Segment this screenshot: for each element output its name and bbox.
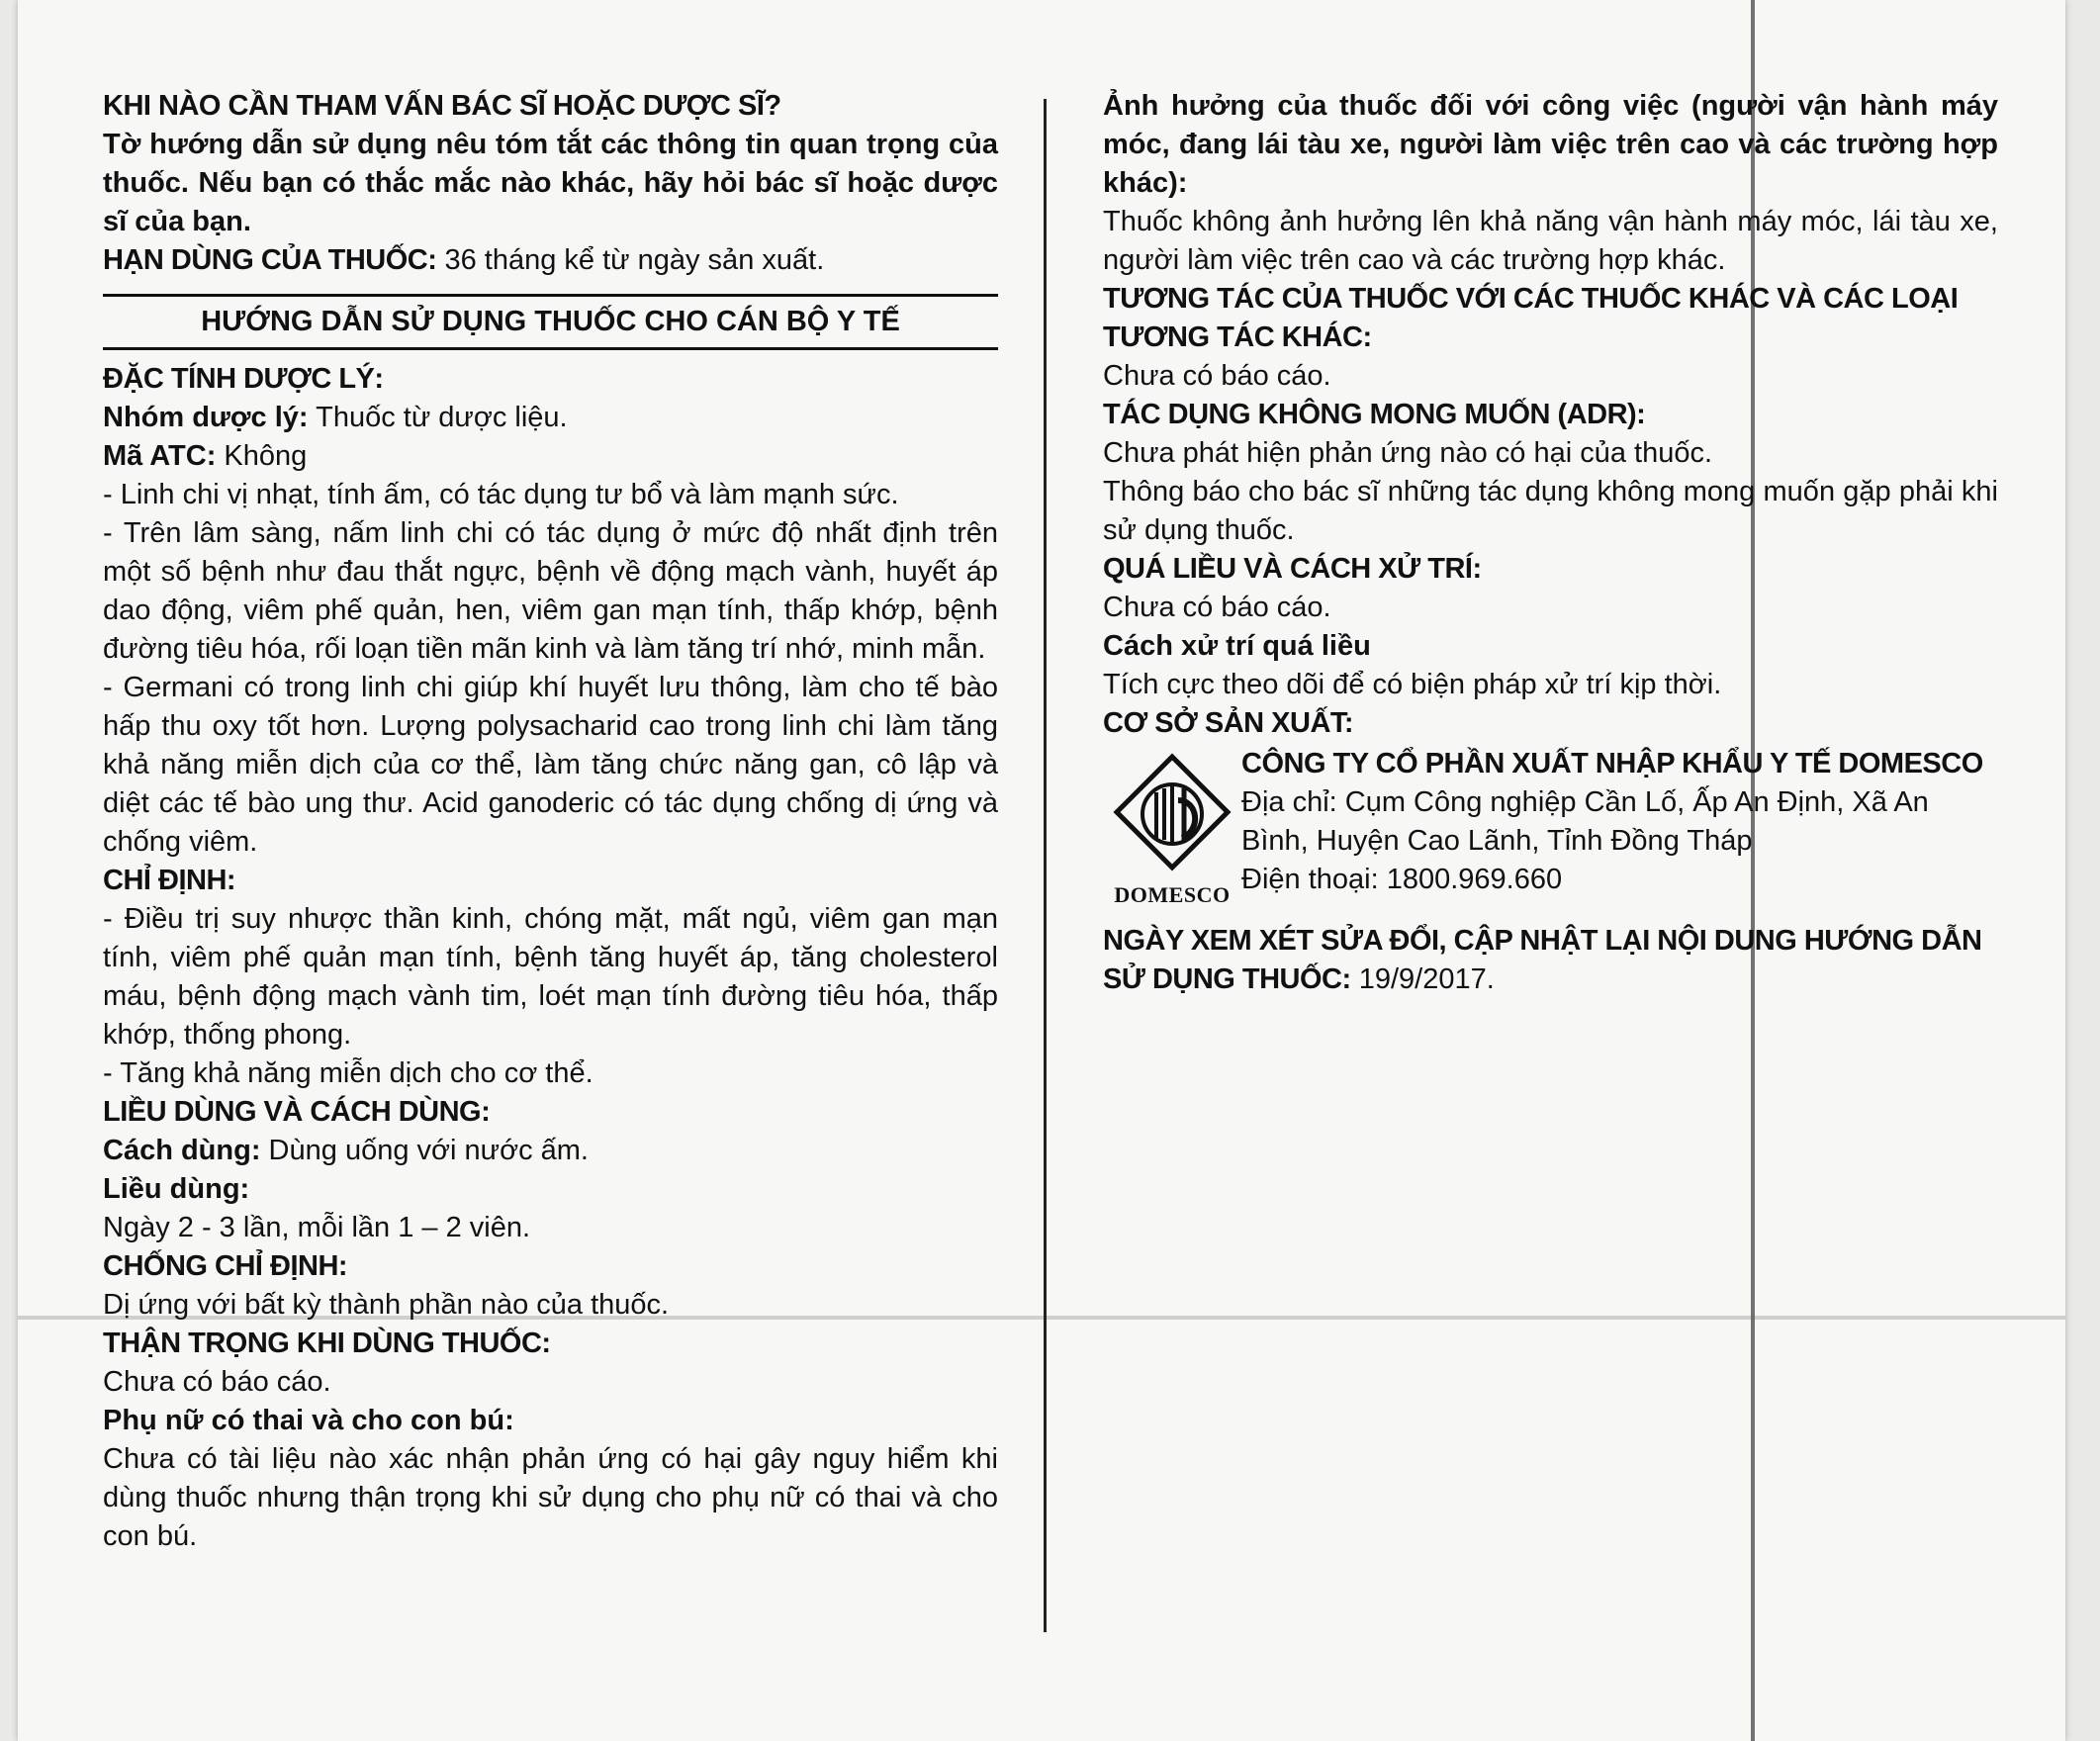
shelf-life [103,241,998,280]
work-effect-text: Thuốc không ảnh hưởng lên khả năng vận hành máy móc, lái tàu xe, người làm việc trên cao và các trường hợp khác. [1103,206,1998,276]
domesco-emblem-icon [1113,753,1232,871]
usage-value: Dùng uống với nước ấm. [260,1135,589,1166]
pharm-group [103,399,998,437]
domesco-logo [1103,745,1241,914]
right-column [1103,87,1998,999]
revision-date [1103,922,1998,999]
consult-heading: KHI NÀO CẦN THAM VẤN BÁC SĨ HOẶC DƯỢC SĨ? [103,90,781,122]
revision-value: 19/9/2017. [1350,963,1495,995]
overdose-handling-text: Tích cực theo dõi để có biện pháp xử trí kịp thời. [1103,669,1722,700]
shelf-life-value: 36 tháng kể từ ngày sản xuất. [436,244,825,276]
pharm-item-3: - Germani có trong linh chi giúp khí huyết lưu thông, làm cho tế bào hấp thu oxy tốt hơn. Lượng polysacharid cao trong linh chi làm tăng khả năng miễn dịch của cơ thể, làm tăng chức năng gan, cô lập và diệt các tế bào ung thư. Acid ganoderic có tác dụng chống dị ứng và chống viêm. [103,672,998,858]
caution-heading: THẬN TRỌNG KHI DÙNG THUỐC: [103,1328,551,1359]
usage-label: Cách dùng: [103,1135,261,1166]
usage-line [103,1132,998,1170]
pharm-group-label: Nhóm dược lý: [103,402,309,433]
company-info [1241,745,1998,899]
consult-text: Tờ hướng dẫn sử dụng nêu tóm tắt các thông tin quan trọng của thuốc. Nếu bạn có thắc mắc nào khác, hãy hỏi bác sĩ hoặc dược sĩ của bạn. [103,129,998,237]
dose-label: Liều dùng: [103,1173,250,1205]
atc-label: Mã ATC: [103,440,217,472]
contraindication-text: Dị ứng với bất kỳ thành phần nào của thuốc. [103,1289,670,1321]
overdose-heading: QUÁ LIỀU VÀ CÁCH XỬ TRÍ: [1103,553,1482,585]
pharm-group-value: Thuốc từ dược liệu. [308,402,568,433]
manufacturer-heading: CƠ SỞ SẢN XUẤT: [1103,707,1354,739]
adr-text-2: Thông báo cho bác sĩ những tác dụng không mong muốn gặp phải khi sử dụng thuốc. [1103,476,1998,546]
pregnancy-text: Chưa có tài liệu nào xác nhận phản ứng có hại gây nguy hiểm khi dùng thuốc nhưng thận trọng khi sử dụng cho phụ nữ có thai và cho con bú. [103,1443,998,1552]
atc-value: Không [216,440,308,472]
manufacturer-block [1103,745,1998,914]
left-column [103,87,998,1556]
adr-text-1: Chưa phát hiện phản ứng nào có hại của thuốc. [1103,437,1713,469]
dosage-heading: LIỀU DÙNG VÀ CÁCH DÙNG: [103,1096,491,1128]
company-address: Địa chỉ: Cụm Công nghiệp Cần Lố, Ấp An Định, Xã An Bình, Huyện Cao Lãnh, Tỉnh Đồng Tháp [1241,786,1929,857]
pregnancy-heading: Phụ nữ có thai và cho con bú: [103,1405,514,1436]
section-band-title: HƯỚNG DẪN SỬ DỤNG THUỐC CHO CÁN BỘ Y TẾ [103,294,998,350]
indication-item-1: - Điều trị suy nhược thần kinh, chóng mặt, mất ngủ, viêm gan mạn tính, viêm phế quản mạn tính, bệnh tăng huyết áp, tăng cholesterol máu, bệnh động mạch vành tim, loét mạn tính đường tiêu hóa, thấp khớp, thống phong. [103,903,998,1051]
dose-value: Ngày 2 - 3 lần, mỗi lần 1 – 2 viên. [103,1212,531,1243]
interaction-heading: TƯƠNG TÁC CỦA THUỐC VỚI CÁC THUỐC KHÁC VÀ CÁC LOẠI TƯƠNG TÁC KHÁC: [1103,283,1959,353]
pharm-item-1: - Linh chi vị nhạt, tính ấm, có tác dụng tư bổ và làm mạnh sức. [103,479,899,510]
interaction-text: Chưa có báo cáo. [1103,360,1331,392]
indication-item-2: - Tăng khả năng miễn dịch cho cơ thể. [103,1057,593,1089]
company-name: CÔNG TY CỔ PHẦN XUẤT NHẬP KHẨU Y TẾ DOMESCO [1241,748,1983,779]
contraindication-heading: CHỐNG CHỈ ĐỊNH: [103,1250,348,1282]
overdose-text: Chưa có báo cáo. [1103,592,1331,623]
overdose-handling-label: Cách xử trí quá liều [1103,630,1371,662]
pharm-item-2: - Trên lâm sàng, nấm linh chi có tác dụng ở mức độ nhất định trên một số bệnh như đau thắt ngực, bệnh về động mạch vành, huyết áp dao động, viêm phế quản, hen, viêm gan mạn tính, thấp khớp, bệnh đường tiêu hóa, rối loạn tiền mãn kinh và làm tăng trí nhớ, minh mẫn. [103,517,998,665]
company-phone: Điện thoại: 1800.969.660 [1241,864,1563,895]
revision-label: NGÀY XEM XÉT SỬA ĐỔI, CẬP NHẬT LẠI NỘI DUNG HƯỚNG DẪN SỬ DỤNG THUỐC: [1103,925,1982,995]
logo-text: DOMESCO [1114,882,1231,907]
work-effect-heading: Ảnh hưởng của thuốc đối với công việc (người vận hành máy móc, đang lái tàu xe, người làm việc trên cao và các trường hợp khác): [1103,90,1998,199]
shelf-life-label: HẠN DÙNG CỦA THUỐC: [103,244,437,276]
adr-heading: TÁC DỤNG KHÔNG MONG MUỐN (ADR): [1103,399,1646,430]
column-divider [1044,99,1047,1632]
indication-heading: CHỈ ĐỊNH: [103,865,236,896]
pharm-heading: ĐẶC TÍNH DƯỢC LÝ: [103,363,384,395]
leaflet-sheet [18,0,2065,1741]
caution-text: Chưa có báo cáo. [103,1366,331,1398]
atc-code [103,437,998,476]
